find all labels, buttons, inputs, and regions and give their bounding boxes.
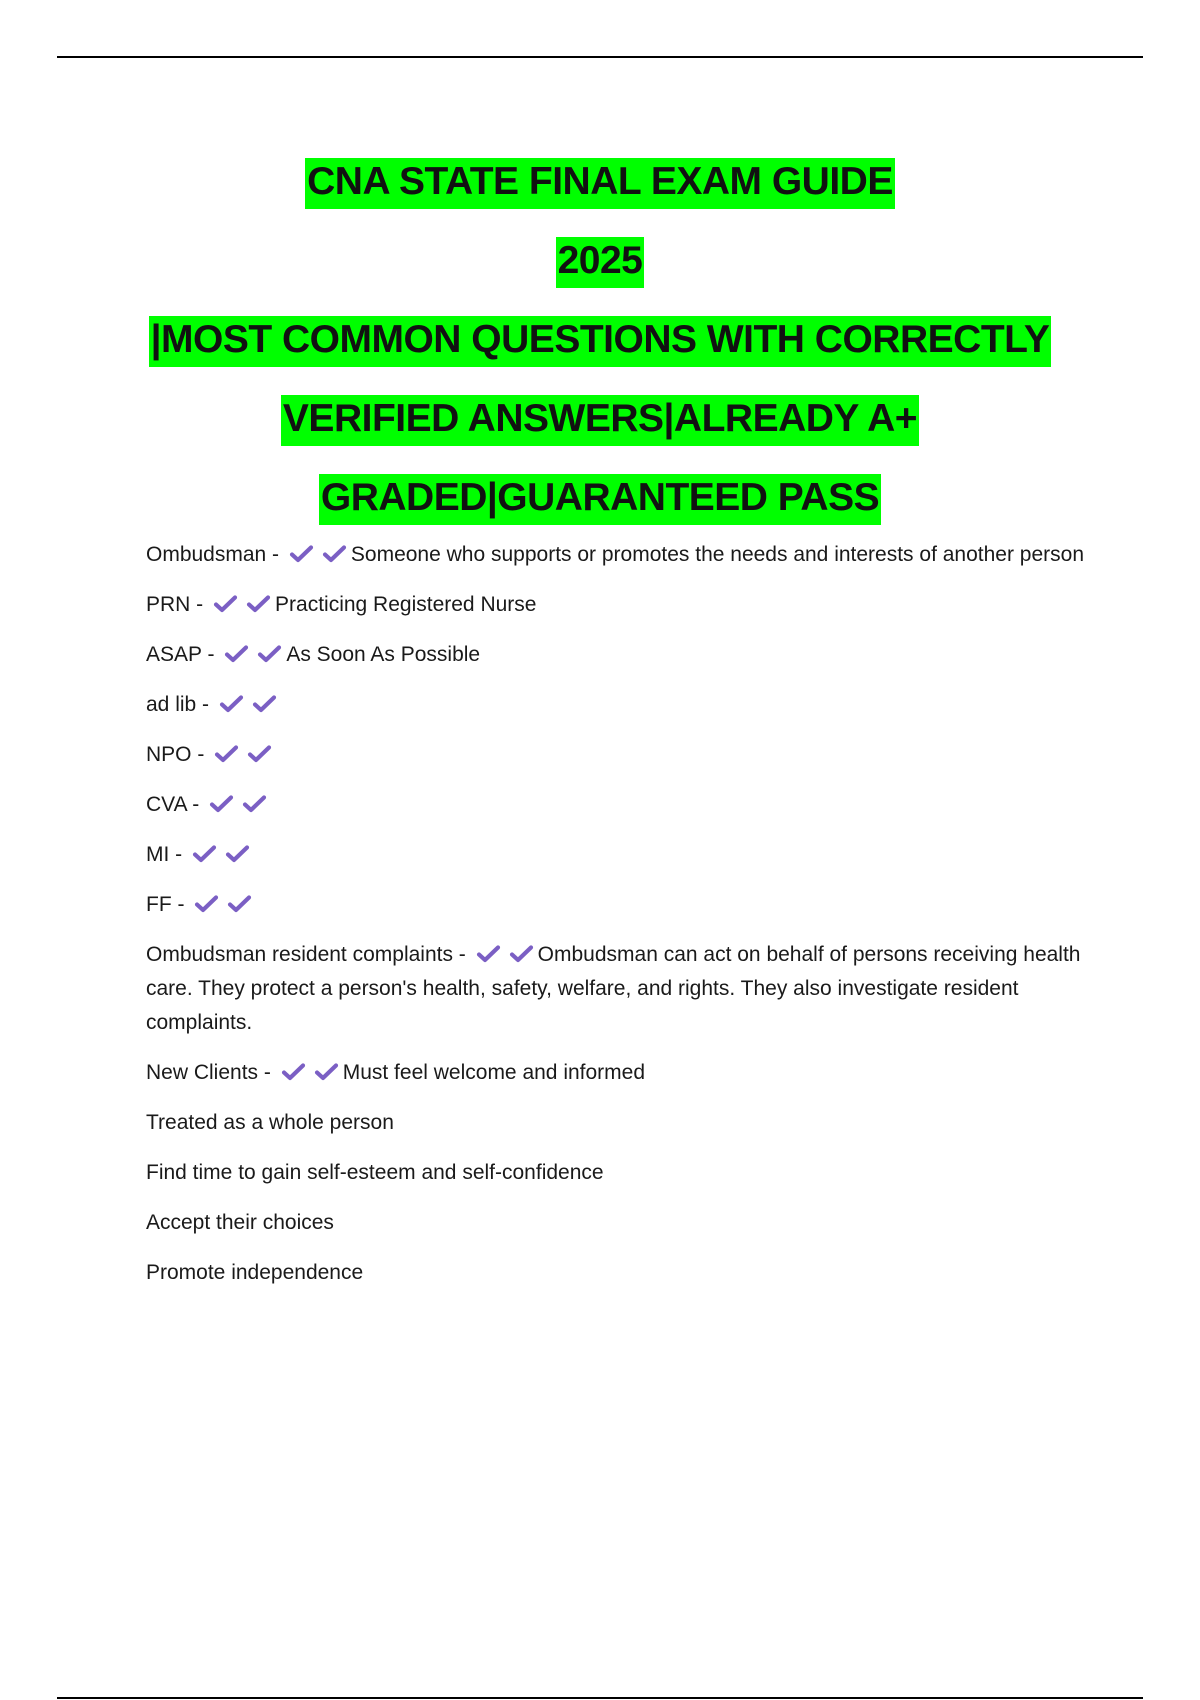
title-line-4: VERIFIED ANSWERS|ALREADY A+ (0, 379, 1200, 458)
qa-answer: Must feel welcome and informed (342, 1061, 646, 1084)
checkmark-icon (509, 944, 534, 964)
qa-term: ad lib - (146, 693, 210, 716)
checkmark-icon (224, 644, 249, 664)
qa-answer: As Soon As Possible (286, 643, 481, 666)
checkmark-icon (227, 894, 252, 914)
checkmark-icon (209, 794, 234, 814)
qa-entry-cva (146, 788, 1086, 822)
checkmark-icon (257, 644, 282, 664)
checkmark-icon (194, 894, 219, 914)
checkmark-icon (247, 744, 272, 764)
checkmark-icon (214, 744, 239, 764)
top-rule (57, 56, 1143, 58)
title-line-3: |MOST COMMON QUESTIONS WITH CORRECTLY (0, 300, 1200, 379)
qa-list (146, 538, 1086, 1306)
qa-entry-npo (146, 738, 1086, 772)
checkmark-icon (219, 694, 244, 714)
text-line: Find time to gain self-esteem and self-confidence (146, 1161, 604, 1184)
qa-term: Ombudsman resident complaints - (146, 943, 466, 966)
title-line-2: 2025 (0, 221, 1200, 300)
qa-term: FF - (146, 893, 185, 916)
qa-entry-mi (146, 838, 1086, 872)
qa-entry-ff (146, 888, 1086, 922)
text-line: Treated as a whole person (146, 1111, 394, 1134)
checkmark-icon (192, 844, 217, 864)
checkmark-icon (314, 1062, 339, 1082)
title-line-5: GRADED|GUARANTEED PASS (0, 458, 1200, 537)
checkmark-icon (289, 544, 314, 564)
qa-term: CVA - (146, 793, 200, 816)
qa-entry-new-clients (146, 1056, 1086, 1090)
checkmark-icon (252, 694, 277, 714)
text-line: Promote independence (146, 1261, 364, 1284)
checkmark-icon (242, 794, 267, 814)
qa-entry-ad-lib (146, 688, 1086, 722)
bottom-rule (57, 1697, 1143, 1699)
qa-term: New Clients - (146, 1061, 271, 1084)
qa-term: ASAP - (146, 643, 215, 666)
qa-term: PRN - (146, 593, 204, 616)
qa-term: NPO - (146, 743, 205, 766)
qa-entry-ombudsman (146, 538, 1086, 572)
document-title (0, 142, 1200, 537)
checkmark-icon (225, 844, 250, 864)
qa-answer: Someone who supports or promotes the needs and interests of another person (350, 543, 1085, 566)
checkmark-icon (213, 594, 238, 614)
title-line-1: CNA STATE FINAL EXAM GUIDE (0, 142, 1200, 221)
qa-answer: Ombudsman can act on behalf of persons receiving health care. They protect a person's health, safety, welfare, and rights. They also investigate resident complaints. (146, 943, 1081, 1034)
text-line: Accept their choices (146, 1211, 334, 1234)
checkmark-icon (322, 544, 347, 564)
qa-answer: Practicing Registered Nurse (275, 593, 537, 616)
qa-entry-asap (146, 638, 1086, 672)
qa-entry-prn (146, 588, 1086, 622)
qa-term: MI - (146, 843, 183, 866)
qa-entry-ombudsman-complaints (146, 938, 1086, 1040)
checkmark-icon (281, 1062, 306, 1082)
checkmark-icon (476, 944, 501, 964)
checkmark-icon (246, 594, 271, 614)
qa-term: Ombudsman - (146, 543, 280, 566)
